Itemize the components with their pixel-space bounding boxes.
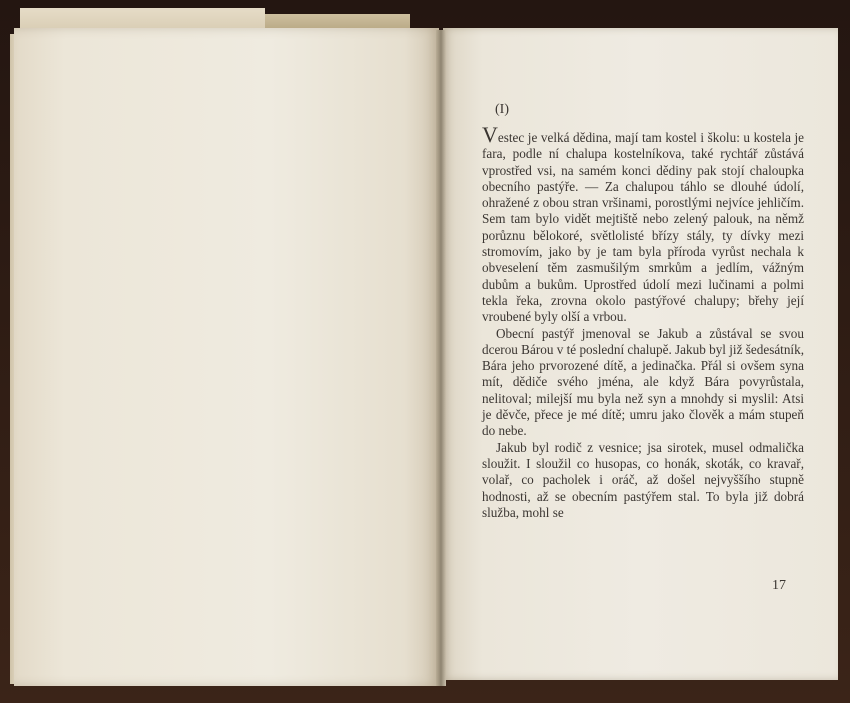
paragraph-1-text: estec je velká dědina, mají tam kostel i školu: u kostela je fara, podle ní chalupa kostelníkova, také rychtář zůstává vprostřed vsi, na samém konci dědiny pak stojí chaloupka obecního pastýře. — Za chalupou táhlo se dlouhé údolí, ohražené z obou stran vršinami, porostlými nejvíce jehličím. Sem tam bylo vidět mejtiště nebo zelený palouk, na němž porůznu bělokoré, světlolisté břízy stály, ty dívky mezi stromovím, jako by je tam byla příroda vyrůst nechala k obveselení těm zasmušilým smrkům a jedlím, vážným dubům a bukům. Uprostřed údolí mezi lučinami a polmi tekla řeka, zrovna okolo pastýřové chalupy; břehy její vroubené byly olší a vrbou. bbox=[482, 130, 804, 325]
paragraph-2: Obecní pastýř jmenoval se Jakub a zůstával se svou dcerou Bárou v té poslední chalupě. Jakub byl již šedesátník, Bára jeho prvorozené dítě, a jedinačka. Přál si ovšem syna mít, dědiče svého jména, ale když Bára povyrůstala, nelitoval; milejší mu byla než syn a mnohdy si myslil: Atsi je děvče, přece je mé dítě; umru jako člověk a mám stupeň do nebe. bbox=[482, 325, 804, 439]
page-text bbox=[482, 122, 804, 521]
paragraph-3: Jakub byl rodič z vesnice; jsa sirotek, musel odmalička sloužit. I sloužil co husopas, co honák, skoták, co kravař, volař, co pacholek i oráč, až došel nejvyššího stupně hodnosti, až se obecním pastýřem stal. To byla již dobrá služba, mohl se bbox=[482, 439, 804, 520]
paragraph-1 bbox=[482, 122, 804, 326]
chapter-marker: (I) bbox=[495, 102, 509, 117]
initial-letter: V bbox=[482, 122, 498, 147]
book-gutter bbox=[436, 30, 446, 686]
left-page-blank bbox=[14, 28, 439, 686]
page-number: 17 bbox=[772, 578, 786, 593]
